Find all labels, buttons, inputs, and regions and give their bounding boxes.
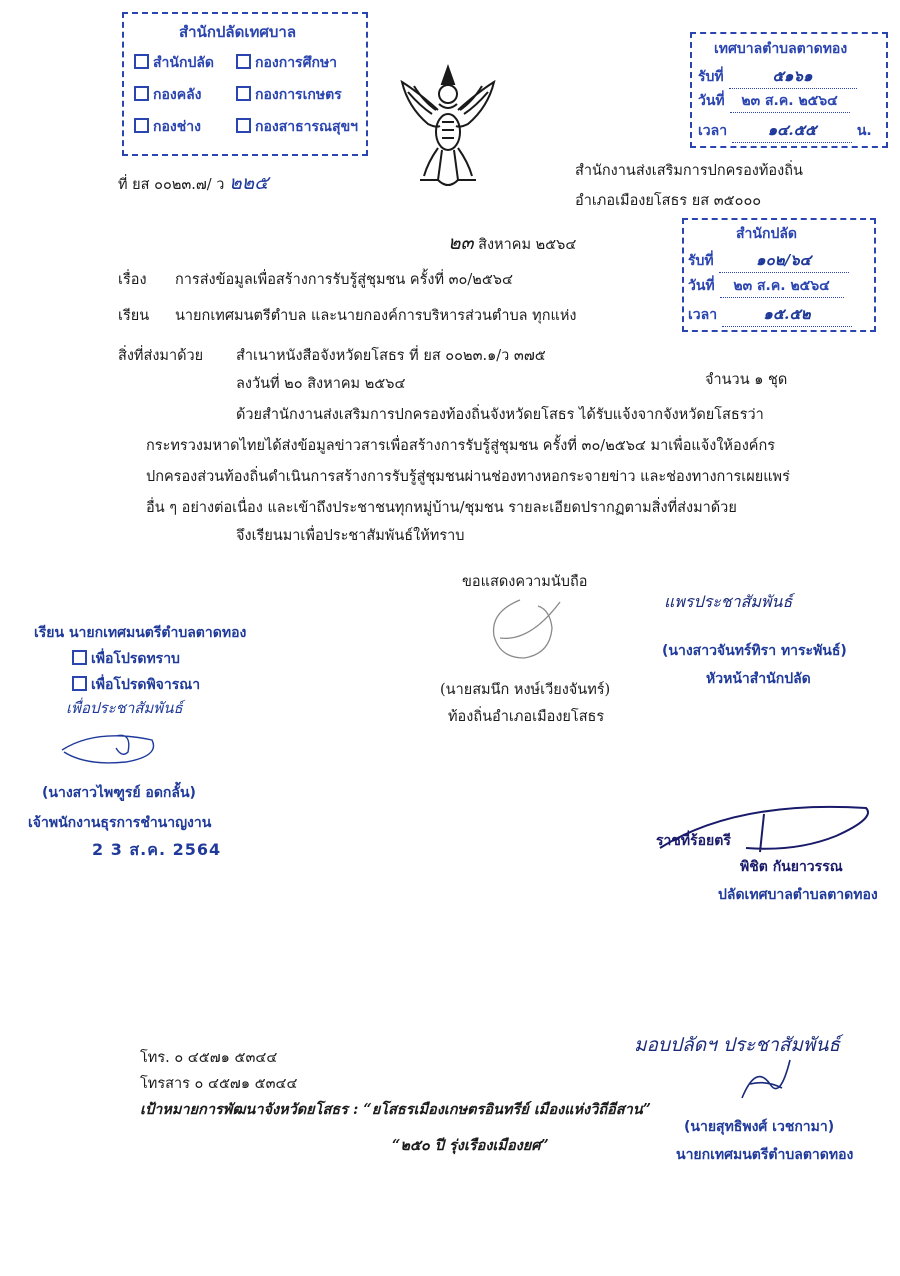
to-label: เรียน [118, 308, 150, 324]
time-label: เวลา [688, 307, 718, 323]
mayor-handwritten-note: มอบปลัดฯ ประชาสัมพันธ์ [634, 1034, 841, 1056]
receipt-label: รับที่ [698, 69, 724, 85]
received-stamp-office [682, 218, 876, 332]
office-routing-stamp [122, 12, 368, 156]
enclosure-label: สิ่งที่ส่งมาด้วย [118, 348, 204, 364]
subject: การส่งข้อมูลเพื่อสร้างการรับรู้สู่ชุมชน ครั้งที่ ๓๐/๒๕๖๔ [175, 272, 513, 288]
signer-name: (นายสมนึก หงษ์เวียงจันทร์) [440, 682, 611, 698]
head-name: (นางสาวจันทร์ทิรา ทาระพันธ์) [662, 643, 847, 659]
enclosure-line-1: สำเนาหนังสือจังหวัดยโสธร ที่ ยส ๐๐๒๓.๑/ว ๓๗๕ [236, 348, 546, 364]
staff-signature [56, 722, 166, 772]
signer-signature [480, 592, 570, 672]
subject-label: เรื่อง [118, 272, 147, 288]
receipt-date: ๒๓ ส.ค. ๒๕๖๔ [720, 275, 844, 298]
checkbox-box [134, 118, 149, 133]
date-label: วันที่ [698, 93, 725, 109]
checkbox-label: กองคลัง [153, 87, 202, 103]
checkbox-box [134, 54, 149, 69]
checkbox-label: กองการศึกษา [255, 55, 338, 71]
receipt-label: รับที่ [688, 253, 714, 269]
receipt-date-row [688, 275, 844, 298]
clerk-title: ปลัดเทศบาลตำบลตาดทอง [718, 887, 878, 903]
checkbox-label: สำนักปลัด [153, 55, 215, 71]
receipt-number-row [688, 248, 849, 273]
body-line-4: อื่น ๆ อย่างต่อเนื่อง และเข้าถึงประชาชนทุกหมู่บ้าน/ชุมชน รายละเอียดปรากฏตามสิ่งที่ส่งมาด้วย [146, 500, 737, 516]
doc-number-handwritten: ๒๒๕ [229, 172, 269, 194]
routing-option-acknowledge [72, 648, 180, 670]
received-stamp-title: สำนักปลัด [736, 226, 798, 242]
receipt-time-row [688, 302, 852, 327]
receipt-time: ๑๕.๕๒ [722, 302, 852, 327]
checkbox-box [72, 650, 87, 665]
sender-office: สำนักงานส่งเสริมการปกครองท้องถิ่น [575, 163, 803, 179]
checkbox-public-health [236, 116, 358, 138]
time-label: เวลา [698, 123, 728, 139]
checkbox-agriculture [236, 84, 342, 106]
checkbox-box [236, 118, 251, 133]
date-month-year: สิงหาคม ๒๕๖๔ [478, 237, 577, 253]
receipt-time: ๑๔.๕๕ [732, 118, 852, 143]
regards: ขอแสดงความนับถือ [462, 574, 588, 590]
received-stamp-municipality [690, 32, 888, 148]
staff-name: (นางสาวไพฑูรย์ อดกลั้น) [42, 785, 196, 801]
receipt-date: ๒๓ ส.ค. ๒๕๖๔ [730, 90, 850, 113]
fax: โทรสาร ๐ ๔๕๗๑ ๕๓๔๔ [140, 1076, 298, 1092]
time-suffix: น. [856, 123, 872, 139]
receipt-number: ๑๐๒/๖๔ [719, 248, 849, 273]
checkbox-label: กองสาธารณสุขฯ [255, 119, 359, 135]
staff-title: เจ้าพนักงานธุรการชำนาญงาน [28, 815, 212, 831]
checkbox-box [236, 86, 251, 101]
routing-option-consider [72, 674, 200, 696]
clerk-name: พิชิต กันยาวรรณ [740, 859, 843, 875]
clerk-note: ราชที่ร้อยตรี [656, 833, 731, 849]
receipt-time-row [698, 118, 872, 143]
checkbox-education [236, 52, 337, 74]
letter-date [448, 228, 576, 258]
mayor-title: นายกเทศมนตรีตำบลตาดทอง [676, 1147, 854, 1163]
office-stamp-title: สำนักปลัดเทศบาล [179, 23, 297, 41]
checkbox-label: กองการเกษตร [255, 87, 342, 103]
checkbox-engineering [134, 116, 201, 138]
sender-address: อำเภอเมืองยโสธร ยส ๓๕๐๐๐ [575, 193, 762, 209]
head-title: หัวหน้าสำนักปลัด [706, 671, 811, 687]
doc-number [118, 168, 269, 198]
checkbox-box [72, 676, 87, 691]
signer-title: ท้องถิ่นอำเภอเมืองยโสธร [448, 709, 605, 725]
date-label: วันที่ [688, 278, 715, 294]
routing-to: เรียน นายกเทศมนตรีตำบลตาดทอง [34, 625, 247, 641]
checkbox-box [236, 54, 251, 69]
body-line-2: กระทรวงมหาดไทยได้ส่งข้อมูลข่าวสารเพื่อสร้างการรับรู้สู่ชุมชน ครั้งที่ ๓๐/๒๕๖๔ มาเพื่อแจ้งให้องค์กร [146, 438, 776, 454]
mayor-name: (นายสุทธิพงศ์ เวชกามา) [684, 1119, 835, 1135]
body-line-3: ปกครองส่วนท้องถิ่นดำเนินการสร้างการรับรู้สู่ชุมชนผ่านช่องทางหอกระจายข่าว และช่องทางการเผยแพร่ [146, 469, 790, 485]
body-line-1: ด้วยสำนักงานส่งเสริมการปกครองท้องถิ่นจังหวัดยโสธร ได้รับแจ้งจากจังหวัดยโสธรว่า [236, 407, 764, 423]
doc-number-label: ที่ ยส ๐๐๒๓.๗/ ว [118, 177, 225, 193]
receipt-number: ๕๑๖๑ [729, 64, 857, 89]
checkbox-finance [134, 84, 202, 106]
option-label: เพื่อโปรดทราบ [91, 651, 180, 667]
checkbox-label: กองช่าง [153, 119, 201, 135]
mayor-signature [736, 1054, 796, 1104]
head-handwritten-note: แพรประชาสัมพันธ์ [664, 592, 793, 611]
routing-handwritten-note: เพื่อประชาสัมพันธ์ [66, 699, 183, 717]
addressee: นายกเทศมนตรีตำบล และนายกองค์การบริหารส่วนตำบล ทุกแห่ง [175, 308, 577, 324]
staff-date: 2 3 ส.ค. 2564 [92, 840, 222, 859]
province-motto: “๒๕๐ ปี รุ่งเรืองเมืองยศ” [392, 1137, 549, 1154]
received-stamp-title: เทศบาลตำบลตาดทอง [714, 41, 848, 57]
receipt-date-row [698, 90, 850, 113]
province-goal: เป้าหมายการพัฒนาจังหวัดยโสธร : “ยโสธรเมืองเกษตรอินทรีย์ เมืองแห่งวิถีอีสาน” [140, 1101, 651, 1118]
option-label: เพื่อโปรดพิจารณา [91, 677, 201, 693]
date-day-handwritten: ๒๓ [448, 232, 474, 254]
receipt-number-row [698, 64, 857, 89]
telephone: โทร. ๐ ๔๕๗๑ ๕๓๔๔ [140, 1050, 278, 1066]
checkbox-office-admin [134, 52, 214, 74]
enclosure-line-2: ลงวันที่ ๒๐ สิงหาคม ๒๕๖๔ [236, 376, 406, 392]
enclosure-quantity: จำนวน ๑ ชุด [705, 372, 788, 388]
closing-request: จึงเรียนมาเพื่อประชาสัมพันธ์ให้ทราบ [236, 528, 465, 544]
garuda-emblem [398, 62, 498, 192]
checkbox-box [134, 86, 149, 101]
